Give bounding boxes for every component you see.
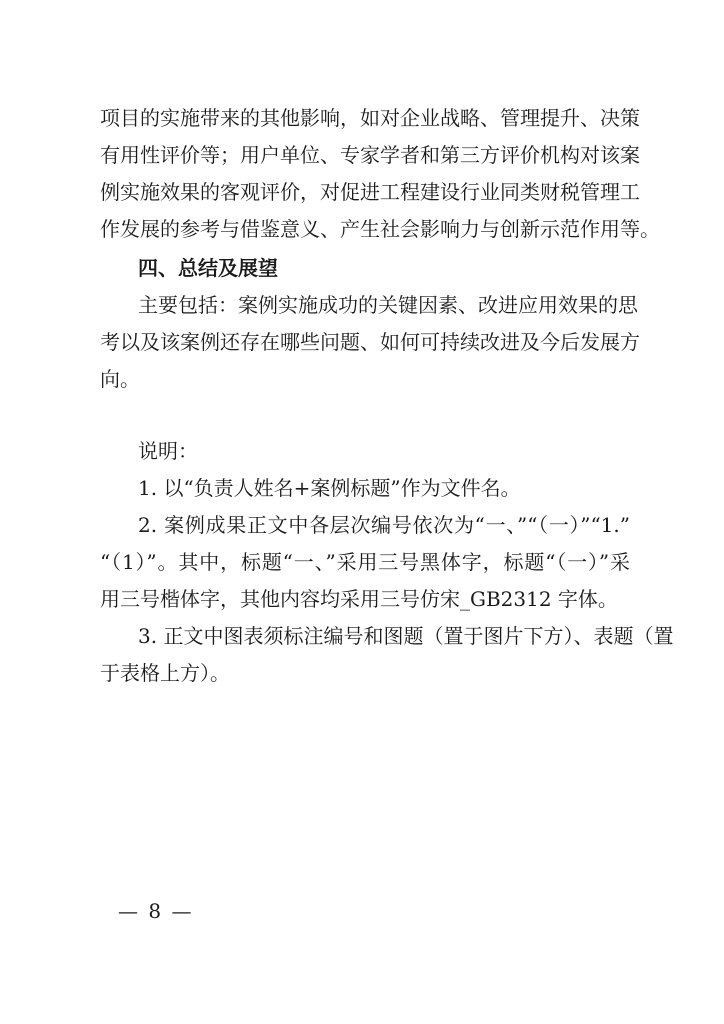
paragraph-line: 向。 [100,367,140,391]
paragraph-line: 有用性评价等；用户单位、专家学者和第三方评价机构对该案 [100,143,640,167]
note-item: 2. 案例成果正文中各层次编号依次为“一、”“（一）”“1.” [138,513,630,537]
notes-label: 说明： [138,439,198,463]
paragraph-line: 考以及该案例还存在哪些问题、如何可持续改进及今后发展方 [100,330,640,354]
paragraph-line: 项目的实施带来的其他影响，如对企业战略、管理提升、决策 [100,106,640,130]
note-item-continuation: 于表格上方）。 [100,661,230,685]
note-item: 3. 正文中图表须标注编号和图题（置于图片下方）、表题（置 [138,624,674,648]
paragraph-line: 例实施效果的客观评价，对促进工程建设行业同类财税管理工 [100,180,640,204]
section-heading: 四、总结及展望 [138,256,278,280]
page-number: — 8 — [118,899,194,923]
note-item-continuation: 用三号楷体字，其他内容均采用三号仿宋_GB2312 字体。 [100,587,618,611]
note-item-continuation: “（1）”。其中，标题“一、”采用三号黑体字，标题“（一）”采 [100,550,630,574]
paragraph-line: 主要包括：案例实施成功的关键因素、改进应用效果的思 [138,293,638,317]
note-item: 1. 以“负责人姓名+案例标题”作为文件名。 [138,476,521,500]
paragraph-line: 作发展的参考与借鉴意义、产生社会影响力与创新示范作用等。 [100,217,660,241]
